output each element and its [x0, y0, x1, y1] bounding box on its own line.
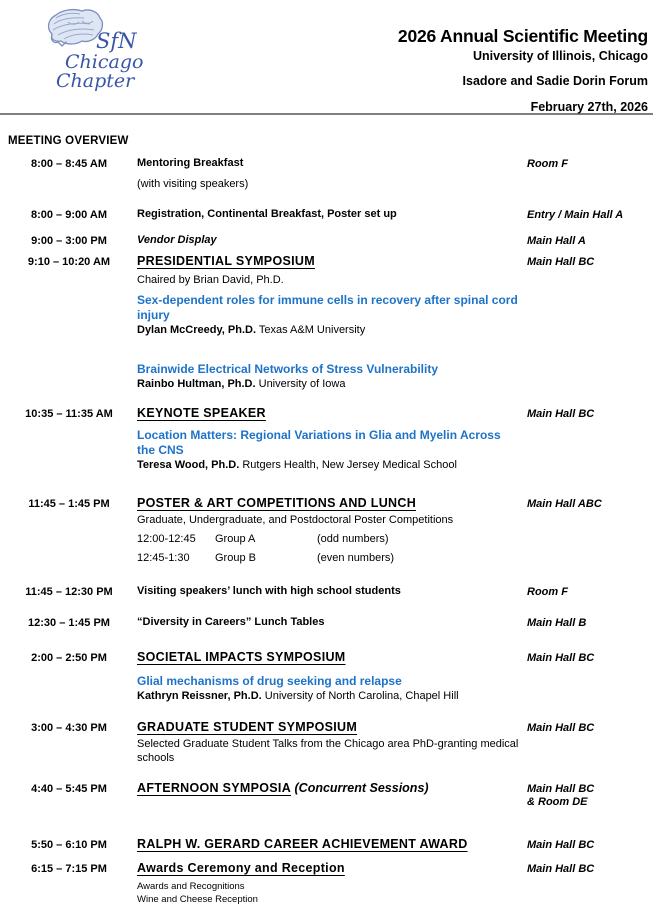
- schedule-row: [8, 157, 653, 191]
- event-title: AFTERNOON SYMPOSIA (Concurrent Sessions): [137, 780, 521, 796]
- event-room: Room F: [527, 585, 653, 599]
- schedule-row: [8, 234, 653, 248]
- event-time: 10:35 – 11:35 AM: [8, 405, 130, 421]
- schedule-row: [8, 208, 653, 222]
- meeting-building: Isadore and Sadie Dorin Forum: [398, 75, 648, 88]
- schedule-row: [8, 649, 653, 704]
- schedule: [0, 157, 653, 906]
- session-group: Group B: [215, 551, 317, 565]
- event-title: “Diversity in Careers” Lunch Tables: [137, 616, 521, 629]
- event-room: Main Hall BC: [527, 253, 653, 269]
- event-subtitle: (with visiting speakers): [137, 177, 521, 191]
- event-title: KEYNOTE SPEAKER: [137, 405, 521, 421]
- event-time: 8:00 – 9:00 AM: [8, 208, 130, 222]
- schedule-row: [8, 495, 653, 565]
- schedule-row: [8, 719, 653, 765]
- meeting-venue: University of Illinois, Chicago: [398, 50, 648, 63]
- talk: [137, 362, 521, 392]
- event-time: 6:15 – 7:15 PM: [8, 860, 130, 876]
- talk: [137, 428, 521, 473]
- event-room-line2: & Room DE: [527, 796, 653, 809]
- event-title: SOCIETAL IMPACTS SYMPOSIUM: [137, 649, 521, 665]
- event-room: Main Hall B: [527, 616, 653, 630]
- sfn-chicago-chapter-logo: [38, 8, 168, 113]
- schedule-row: [8, 780, 653, 809]
- event-room: Main Hall BC: [527, 719, 653, 735]
- poster-session: [137, 551, 521, 565]
- event-time: 12:30 – 1:45 PM: [8, 616, 130, 630]
- event-room: Main Hall BC: [527, 405, 653, 421]
- event-title: Visiting speakers’ lunch with high school students: [137, 585, 521, 598]
- talk-affiliation: Texas A&M University: [259, 324, 365, 336]
- event-title: Mentoring Breakfast: [137, 157, 521, 170]
- schedule-row: [8, 616, 653, 630]
- meeting-date: February 27th, 2026: [398, 101, 648, 114]
- session-time: 12:45-1:30: [137, 551, 215, 565]
- talk-speaker: Teresa Wood, Ph.D. Rutgers Health, New Jersey Medical School: [137, 458, 521, 473]
- event-room: Main Hall BC: [527, 860, 653, 876]
- event-title: Registration, Continental Breakfast, Poster set up: [137, 208, 521, 221]
- event-time: 9:10 – 10:20 AM: [8, 253, 130, 269]
- talk: [137, 293, 521, 338]
- event-title: GRADUATE STUDENT SYMPOSIUM: [137, 719, 521, 735]
- event-note: Wine and Cheese Reception: [137, 894, 521, 906]
- session-group: Group A: [215, 532, 317, 546]
- event-time: 4:40 – 5:45 PM: [8, 780, 130, 796]
- event-time: 11:45 – 12:30 PM: [8, 585, 130, 599]
- event-time: 11:45 – 1:45 PM: [8, 495, 130, 511]
- session-note: (odd numbers): [317, 532, 389, 546]
- logo-line1: SfN: [96, 29, 137, 53]
- event-subtitle: Chaired by Brian David, Ph.D.: [137, 273, 521, 287]
- meeting-title: 2026 Annual Scientific Meeting: [398, 28, 648, 46]
- talk-title: Location Matters: Regional Variations in Glia and Myelin Across the CNS: [137, 428, 521, 458]
- event-time: 2:00 – 2:50 PM: [8, 649, 130, 665]
- event-time: 5:50 – 6:10 PM: [8, 836, 130, 852]
- event-room: Main Hall BC: [527, 649, 653, 665]
- event-title: POSTER & ART COMPETITIONS AND LUNCH: [137, 495, 521, 511]
- schedule-row: [8, 405, 653, 473]
- logo-line2: Chicago: [65, 51, 143, 73]
- brain-logo-icon: [38, 8, 168, 108]
- talk-title: Brainwide Electrical Networks of Stress Vulnerability: [137, 362, 521, 377]
- section-title: MEETING OVERVIEW: [8, 135, 653, 147]
- talk-affiliation: University of North Carolina, Chapel Hill: [265, 690, 459, 702]
- event-room: Entry / Main Hall A: [527, 208, 653, 222]
- poster-session: [137, 532, 521, 546]
- talk: [137, 674, 521, 704]
- session-note: (even numbers): [317, 551, 394, 565]
- document-header: [0, 0, 653, 113]
- schedule-row: [8, 860, 653, 906]
- event-title-suffix: (Concurrent Sessions): [291, 781, 429, 795]
- event-title: Awards Ceremony and Reception: [137, 860, 521, 876]
- event-title: PRESIDENTIAL SYMPOSIUM: [137, 253, 521, 269]
- talk-speaker: Rainbo Hultman, Ph.D. University of Iowa: [137, 377, 521, 392]
- schedule-row: [8, 836, 653, 852]
- event-subtitle: Selected Graduate Student Talks from the Chicago area PhD-granting medical schools: [137, 737, 521, 765]
- event-room: Main Hall BC & Room DE: [527, 780, 653, 809]
- event-time: 8:00 – 8:45 AM: [8, 157, 130, 171]
- talk-speaker: Kathryn Reissner, Ph.D. University of North Carolina, Chapel Hill: [137, 689, 521, 704]
- event-room: Main Hall A: [527, 234, 653, 248]
- schedule-row: [8, 253, 653, 392]
- talk-affiliation: Rutgers Health, New Jersey Medical School: [242, 459, 457, 471]
- talk-title: Glial mechanisms of drug seeking and relapse: [137, 674, 521, 689]
- event-room: Room F: [527, 157, 653, 171]
- logo-line3: Chapter: [56, 70, 136, 92]
- event-note: Awards and Recognitions: [137, 881, 521, 894]
- talk-affiliation: University of Iowa: [259, 378, 346, 390]
- event-title: Vendor Display: [137, 234, 521, 247]
- event-room: Main Hall BC: [527, 836, 653, 852]
- schedule-row: [8, 585, 653, 599]
- event-room: Main Hall ABC: [527, 495, 653, 511]
- event-title: RALPH W. GERARD CAREER ACHIEVEMENT AWARD: [137, 836, 521, 852]
- event-time: 9:00 – 3:00 PM: [8, 234, 130, 248]
- session-time: 12:00-12:45: [137, 532, 215, 546]
- talk-speaker: Dylan McCreedy, Ph.D. Texas A&M University: [137, 323, 521, 338]
- talk-title: Sex-dependent roles for immune cells in recovery after spinal cord injury: [137, 293, 521, 323]
- event-subtitle: Graduate, Undergraduate, and Postdoctoral Poster Competitions: [137, 513, 521, 527]
- event-time: 3:00 – 4:30 PM: [8, 719, 130, 735]
